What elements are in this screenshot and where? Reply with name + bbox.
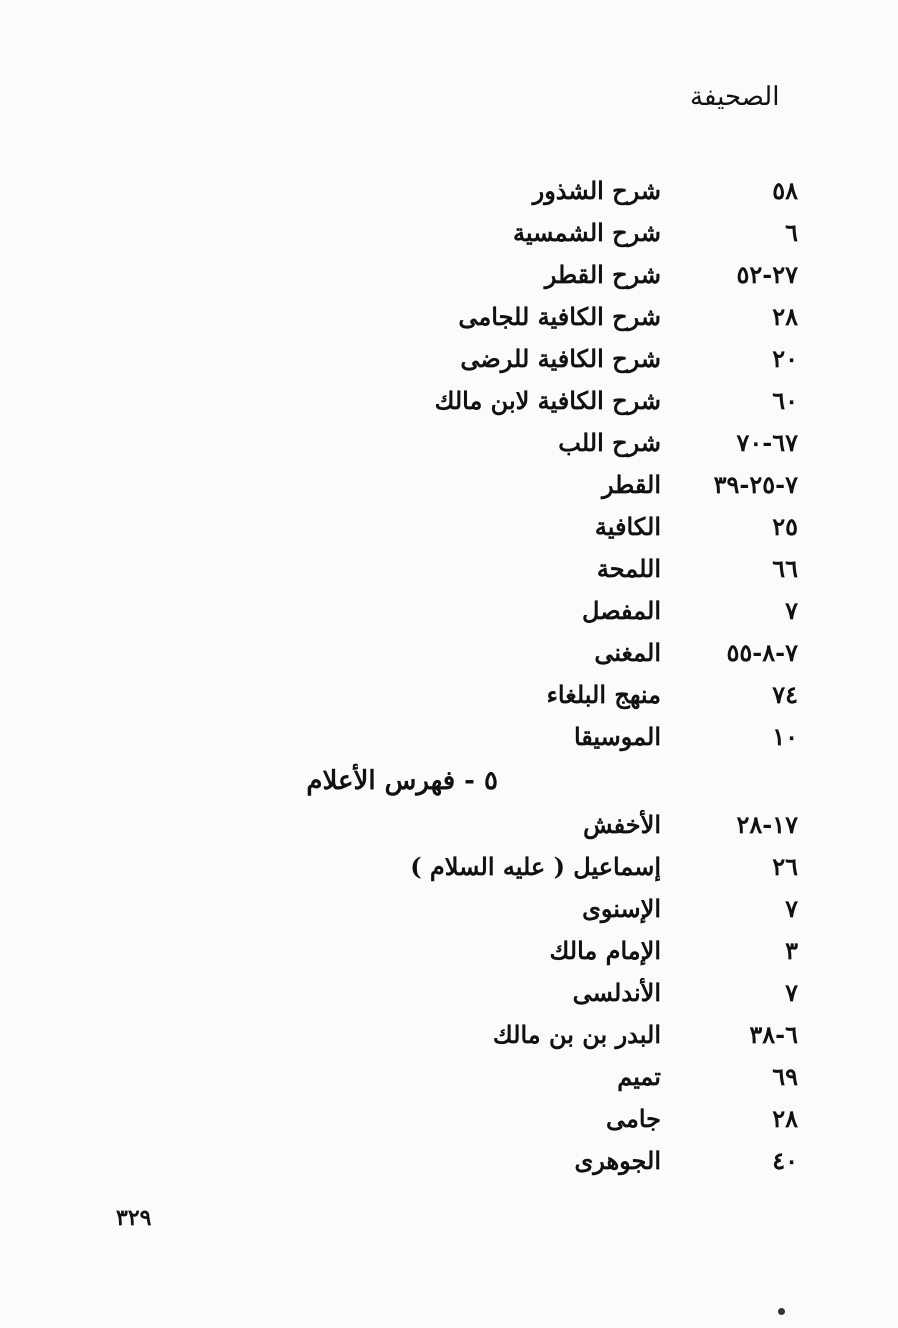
page-ref: ٦٩ [772, 1062, 798, 1091]
page-number: ٣٢٩ [116, 1205, 152, 1231]
person-name: جامى [605, 1104, 661, 1133]
ink-speck [778, 1308, 785, 1315]
person-name: الإسنوى [582, 894, 661, 923]
page-ref: ٧ [785, 894, 798, 923]
index-row [0, 674, 898, 716]
index-row [0, 590, 898, 632]
page-ref: ٢٥ [772, 512, 798, 541]
book-title: منهج البلغاء [546, 680, 661, 709]
index-row [0, 1140, 898, 1182]
index-row [0, 1014, 898, 1056]
person-name: الأخفش [583, 810, 661, 839]
book-title: شرح الكافية للرضى [460, 344, 661, 373]
index-row [0, 338, 898, 380]
index-row [0, 506, 898, 548]
index-row [0, 846, 898, 888]
person-name: تميم [617, 1062, 661, 1091]
page-ref: ٤٠ [772, 1146, 798, 1175]
book-title: الموسيقا [573, 722, 661, 751]
person-name: الجوهرى [574, 1146, 661, 1175]
index-row [0, 888, 898, 930]
page-ref: ٧-٨-٥٥ [726, 638, 798, 667]
book-title: شرح الكافية للجامى [458, 302, 661, 331]
book-title: المفصل [582, 596, 661, 625]
index-row [0, 254, 898, 296]
book-title: شرح اللب [558, 428, 661, 457]
book-title: الكافية [594, 512, 661, 541]
page-ref: ٦٧-٧٠ [736, 428, 798, 457]
page-ref: ٦٠ [772, 386, 798, 415]
page-ref: ٧-٢٥-٣٩ [713, 470, 798, 499]
index-row [0, 930, 898, 972]
index-row [0, 422, 898, 464]
book-title: شرح الكافية لابن مالك [434, 386, 661, 415]
book-title: شرح الشمسية [513, 218, 661, 247]
person-name: البدر بن بن مالك [492, 1020, 661, 1049]
page-ref: ٦-٣٨ [749, 1020, 798, 1049]
index-row [0, 1098, 898, 1140]
person-name: إسماعيل ( عليه السلام ) [410, 852, 661, 881]
page-header: الصحيفة [690, 82, 780, 112]
page-ref: ٢٨ [772, 1104, 798, 1133]
section-heading [0, 758, 898, 804]
book-title: اللمحة [596, 554, 661, 583]
page-ref: ٢٦ [772, 852, 798, 881]
page-ref: ٧٤ [772, 680, 798, 709]
book-title: المغنى [594, 638, 661, 667]
page-ref: ٢٧-٥٢ [736, 260, 798, 289]
index-row [0, 548, 898, 590]
page-ref: ٦٦ [772, 554, 798, 583]
index-row [0, 212, 898, 254]
index-row [0, 804, 898, 846]
book-title: شرح الشذور [532, 176, 661, 205]
index-entries [0, 170, 898, 1182]
index-row [0, 380, 898, 422]
book-title: شرح القطر [544, 260, 661, 289]
page-ref: ١٧-٢٨ [736, 810, 798, 839]
page-ref: ١٠ [772, 722, 798, 751]
page-ref: ٣ [785, 936, 798, 965]
page-ref: ٧ [785, 596, 798, 625]
index-row [0, 296, 898, 338]
index-row [0, 1056, 898, 1098]
page-ref: ٥٨ [772, 176, 798, 205]
index-row [0, 972, 898, 1014]
page-ref: ٦ [785, 218, 798, 247]
person-name: الإمام مالك [549, 936, 661, 965]
page-ref: ٧ [785, 978, 798, 1007]
person-name: الأندلسى [572, 978, 661, 1007]
index-row [0, 632, 898, 674]
page-ref: ٢٠ [772, 344, 798, 373]
index-row [0, 464, 898, 506]
index-row [0, 170, 898, 212]
index-row [0, 716, 898, 758]
book-title: القطر [601, 470, 661, 499]
page-ref: ٢٨ [772, 302, 798, 331]
section-title: ٥ - فهرس الأعلام [306, 766, 498, 796]
